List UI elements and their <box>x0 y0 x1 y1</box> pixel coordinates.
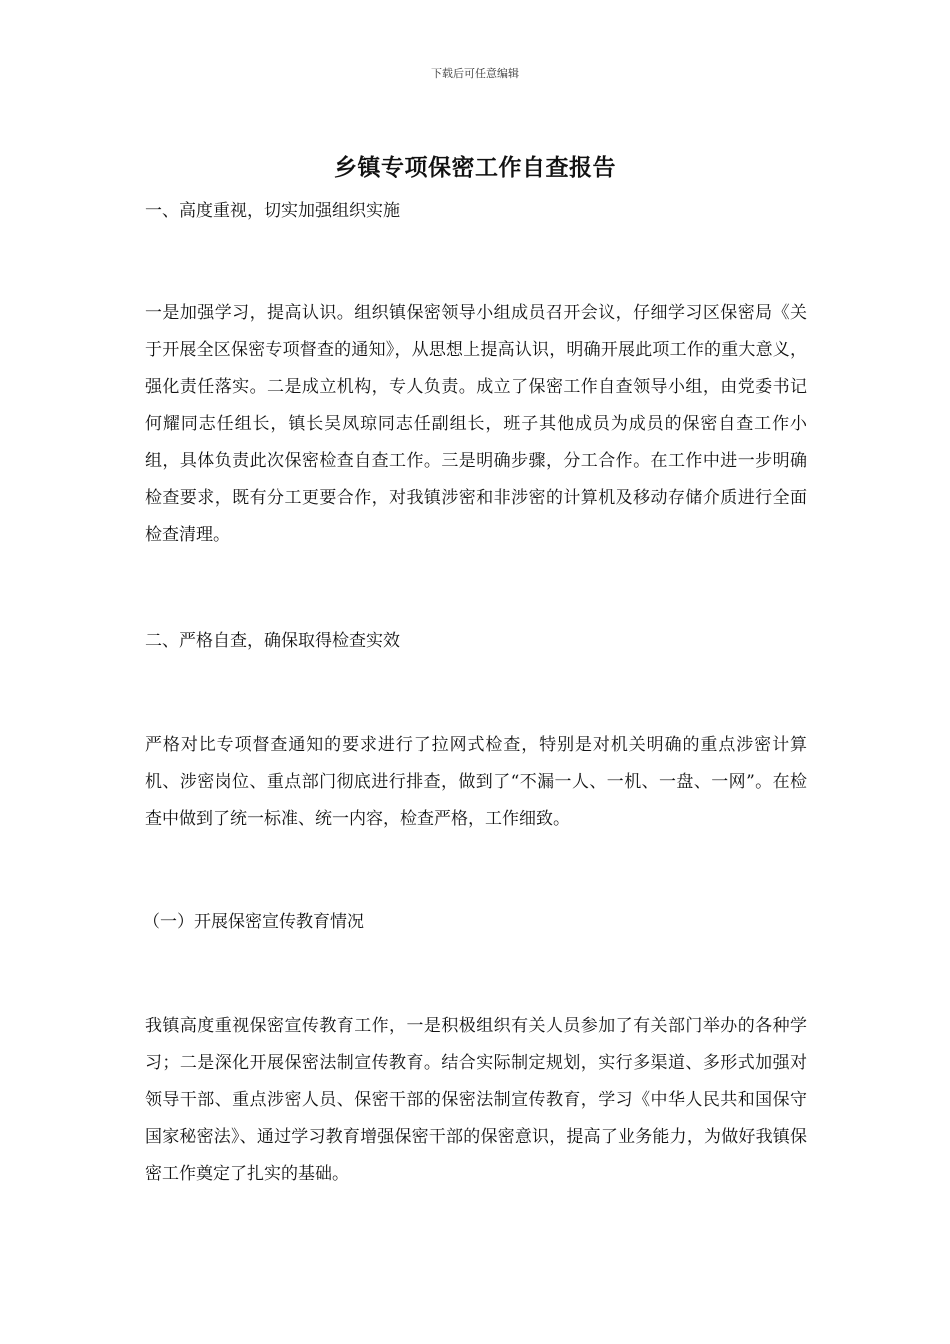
subsection-1-paragraph: 我镇高度重视保密宣传教育工作，一是积极组织有关人员参加了有关部门举办的各种学习；二是深化开展保密法制宣传教育。结合实际制定规划，实行多渠道、多形式加强对领导干部、重点涉密人员、保密干部的保密法制宣传教育，学习《中华人民共和国保守国家秘密法》、通过学习教育增强保密干部的保密意识，提高了业务能力，为做好我镇保密工作奠定了扎实的基础。 <box>145 1016 807 1184</box>
section-2-paragraph: 严格对比专项督查通知的要求进行了拉网式检查，特别是对机关明确的重点涉密计算机、涉密岗位、重点部门彻底进行排查，做到了“不漏一人、一机、一盘、一网”。在检查中做到了统一标准、统一内容，检查严格，工作细致。 <box>145 735 807 829</box>
subsection-1-heading: （一）开展保密宣传教育情况 <box>143 912 364 932</box>
section-2-heading: 二、严格自查，确保取得检查实效 <box>145 631 400 651</box>
document-title: 乡镇专项保密工作自查报告 <box>334 154 616 181</box>
header-note: 下载后可任意编辑 <box>431 67 519 80</box>
section-1-heading: 一、高度重视，切实加强组织实施 <box>145 201 400 221</box>
section-1-paragraph: 一是加强学习，提高认识。组织镇保密领导小组成员召开会议，仔细学习区保密局《关于开展全区保密专项督查的通知》，从思想上提高认识，明确开展此项工作的重大意义，强化责任落实。二是成立机构，专人负责。成立了保密工作自查领导小组，由党委书记何耀同志任组长，镇长吴凤琼同志任副组长，班子其他成员为成员的保密自查工作小组，具体负责此次保密检查自查工作。三是明确步骤，分工合作。在工作中进一步明确检查要求，既有分工更要合作，对我镇涉密和非涉密的计算机及移动存储介质进行全面检查清理。 <box>145 303 807 545</box>
